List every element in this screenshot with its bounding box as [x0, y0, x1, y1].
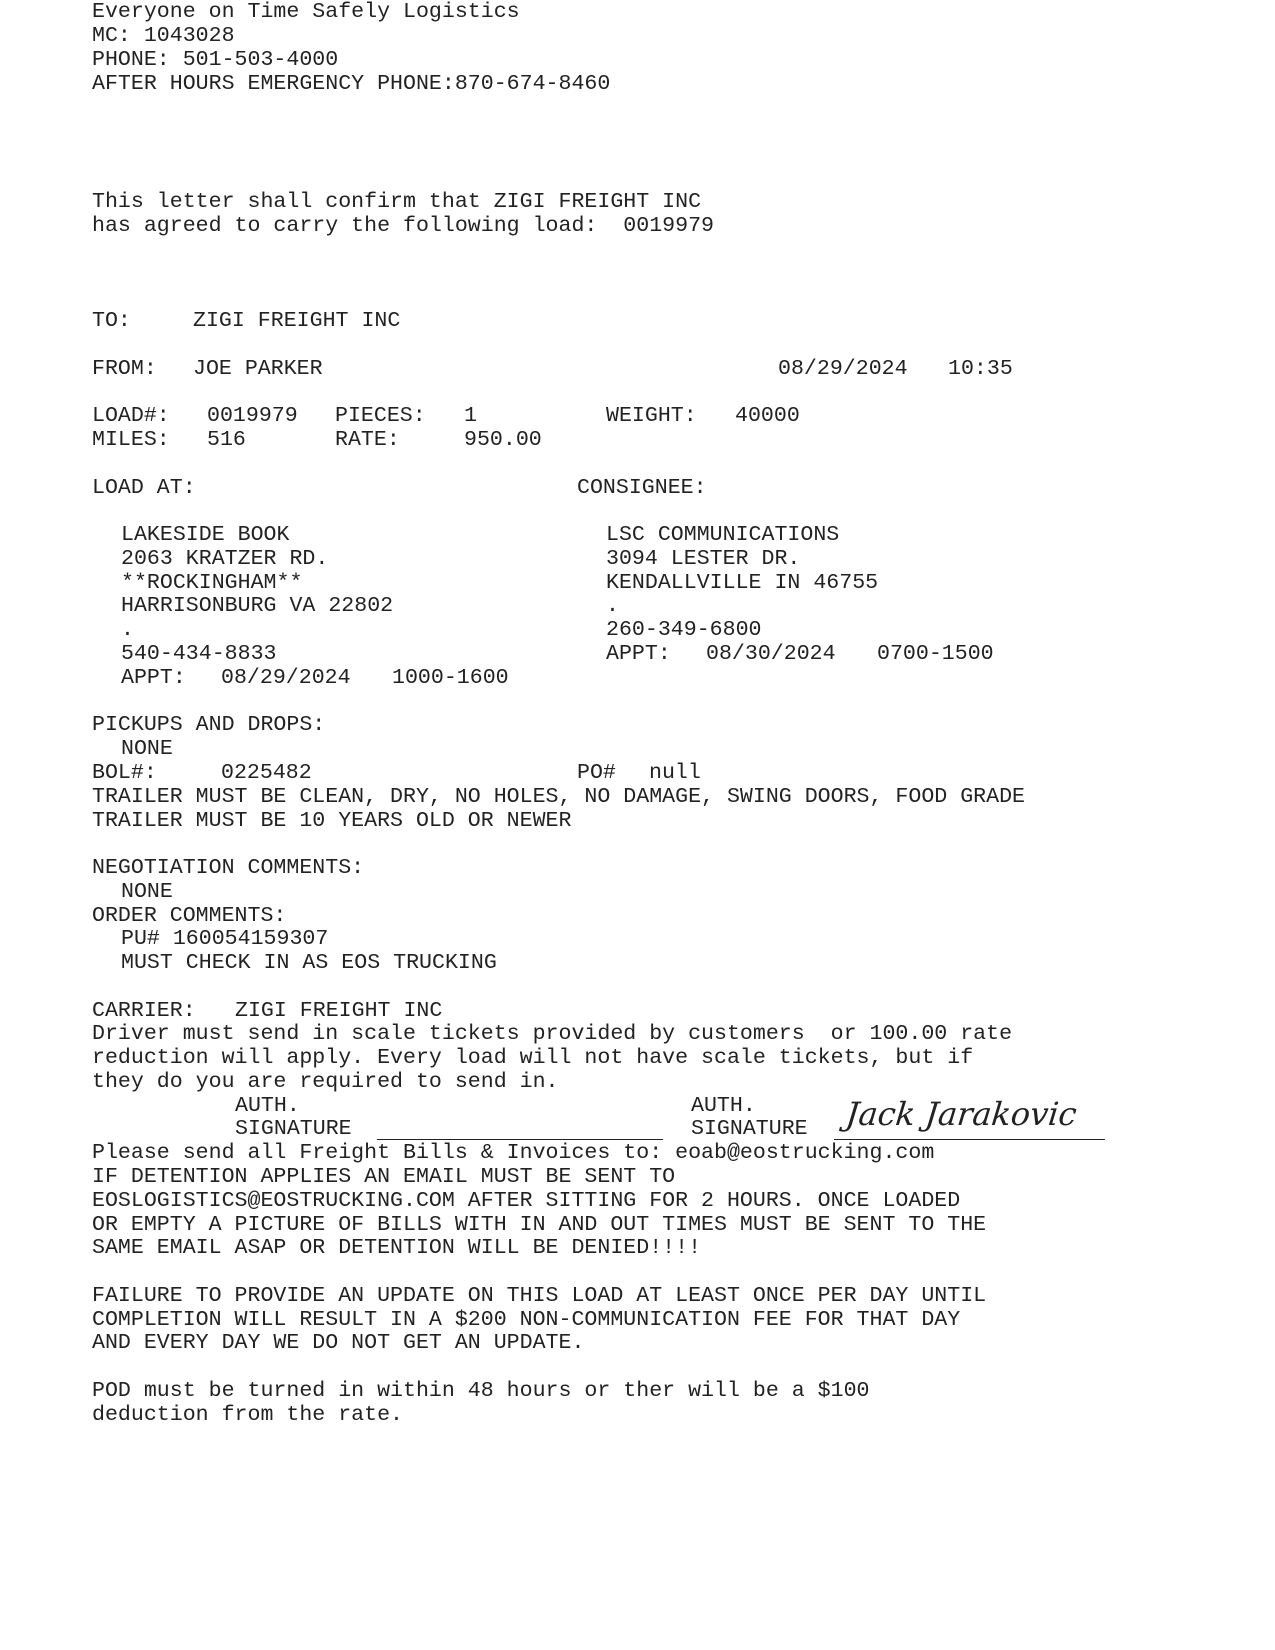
detention-notice-line: IF DETENTION APPLIES AN EMAIL MUST BE SENT TO	[92, 1165, 676, 1189]
consignee-line: KENDALLVILLE IN 46755	[606, 571, 879, 595]
rate-label: RATE:	[335, 428, 400, 452]
intro-line-1: This letter shall confirm that ZIGI FREIGHT INC	[92, 190, 702, 214]
trailer-requirement: TRAILER MUST BE 10 YEARS OLD OR NEWER	[92, 809, 572, 833]
document-time: 10:35	[948, 357, 1013, 381]
detention-notice-line: SAME EMAIL ASAP OR DETENTION WILL BE DENIED!!!!	[92, 1236, 702, 1260]
load-at-appt-date: 08/29/2024	[221, 666, 351, 690]
to-value: ZIGI FREIGHT INC	[193, 309, 401, 333]
left-auth-label: AUTH.	[235, 1094, 300, 1118]
order-comments-label: ORDER COMMENTS:	[92, 904, 287, 928]
load-at-appt-label: APPT:	[121, 666, 186, 690]
consignee-label: CONSIGNEE:	[577, 476, 707, 500]
load-at-appt-time: 1000-1600	[392, 666, 509, 690]
handwritten-signature: Jack Jarakovic	[844, 1095, 1079, 1133]
scale-notice-line: reduction will apply. Every load will not have scale tickets, but if	[92, 1046, 974, 1070]
load-at-phone: 540-434-8833	[121, 642, 277, 666]
consignee-line: LSC COMMUNICATIONS	[606, 523, 840, 547]
from-value: JOE PARKER	[193, 357, 323, 381]
bol-value: 0225482	[221, 761, 312, 785]
consignee-phone: 260-349-6800	[606, 618, 762, 642]
detention-notice-line: OR EMPTY A PICTURE OF BILLS WITH IN AND OUT TIMES MUST BE SENT TO THE	[92, 1213, 987, 1237]
update-notice-line: COMPLETION WILL RESULT IN A $200 NON-COMMUNICATION FEE FOR THAT DAY	[92, 1308, 961, 1332]
weight-value: 40000	[735, 404, 800, 428]
load-number-label: LOAD#:	[92, 404, 170, 428]
company-emergency-phone: AFTER HOURS EMERGENCY PHONE:870-674-8460	[92, 72, 611, 96]
left-signature-label: SIGNATURE	[235, 1117, 352, 1141]
carrier-value: ZIGI FREIGHT INC	[235, 999, 443, 1023]
order-comment: PU# 160054159307	[121, 927, 329, 951]
po-label: PO#	[577, 761, 616, 785]
negotiation-value: NONE	[121, 880, 173, 904]
load-number-value: 0019979	[207, 404, 298, 428]
consignee-appt-label: APPT:	[606, 642, 671, 666]
intro-line-2: has agreed to carry the following load: 0019979	[92, 214, 715, 238]
load-at-line: **ROCKINGHAM**	[121, 571, 303, 595]
pieces-label: PIECES:	[335, 404, 426, 428]
from-label: FROM:	[92, 357, 157, 381]
detention-notice-line: EOSLOGISTICS@EOSTRUCKING.COM AFTER SITTING FOR 2 HOURS. ONCE LOADED	[92, 1189, 961, 1213]
right-signature-label: SIGNATURE	[691, 1117, 808, 1141]
update-notice-line: FAILURE TO PROVIDE AN UPDATE ON THIS LOAD AT LEAST ONCE PER DAY UNTIL	[92, 1284, 987, 1308]
po-value: null	[649, 761, 701, 785]
to-label: TO:	[92, 309, 131, 333]
consignee-line: 3094 LESTER DR.	[606, 547, 801, 571]
order-comment: MUST CHECK IN AS EOS TRUCKING	[121, 951, 497, 975]
scale-notice-line: Driver must send in scale tickets provided by customers or 100.00 rate	[92, 1022, 1013, 1046]
company-mc: MC: 1043028	[92, 24, 235, 48]
consignee-appt-time: 0700-1500	[877, 642, 994, 666]
scale-notice-line: they do you are required to send in.	[92, 1070, 559, 1094]
load-at-label: LOAD AT:	[92, 476, 196, 500]
right-signature-line	[834, 1139, 1105, 1140]
miles-label: MILES:	[92, 428, 170, 452]
document-date: 08/29/2024	[778, 357, 908, 381]
company-phone: PHONE: 501-503-4000	[92, 48, 339, 72]
pod-notice-line: deduction from the rate.	[92, 1403, 404, 1427]
pickups-label: PICKUPS AND DROPS:	[92, 713, 326, 737]
right-auth-label: AUTH.	[691, 1094, 756, 1118]
carrier-label: CARRIER:	[92, 999, 196, 1023]
trailer-requirement: TRAILER MUST BE CLEAN, DRY, NO HOLES, NO DAMAGE, SWING DOORS, FOOD GRADE	[92, 785, 1026, 809]
consignee-line: .	[606, 594, 619, 618]
rate-value: 950.00	[464, 428, 542, 452]
pod-notice-line: POD must be turned in within 48 hours or ther will be a $100	[92, 1379, 870, 1403]
consignee-appt-date: 08/30/2024	[706, 642, 836, 666]
invoice-notice: Please send all Freight Bills & Invoices to: eoab@eostrucking.com	[92, 1141, 935, 1165]
miles-value: 516	[207, 428, 246, 452]
company-name: Everyone on Time Safely Logistics	[92, 0, 520, 24]
weight-label: WEIGHT:	[606, 404, 697, 428]
load-at-line: LAKESIDE BOOK	[121, 523, 290, 547]
update-notice-line: AND EVERY DAY WE DO NOT GET AN UPDATE.	[92, 1331, 585, 1355]
negotiation-label: NEGOTIATION COMMENTS:	[92, 856, 365, 880]
pickups-value: NONE	[121, 737, 173, 761]
pieces-value: 1	[464, 404, 477, 428]
bol-label: BOL#:	[92, 761, 157, 785]
load-at-line: HARRISONBURG VA 22802	[121, 594, 394, 618]
left-signature-line	[377, 1139, 663, 1140]
load-at-line: 2063 KRATZER RD.	[121, 547, 329, 571]
load-at-line: .	[121, 618, 134, 642]
